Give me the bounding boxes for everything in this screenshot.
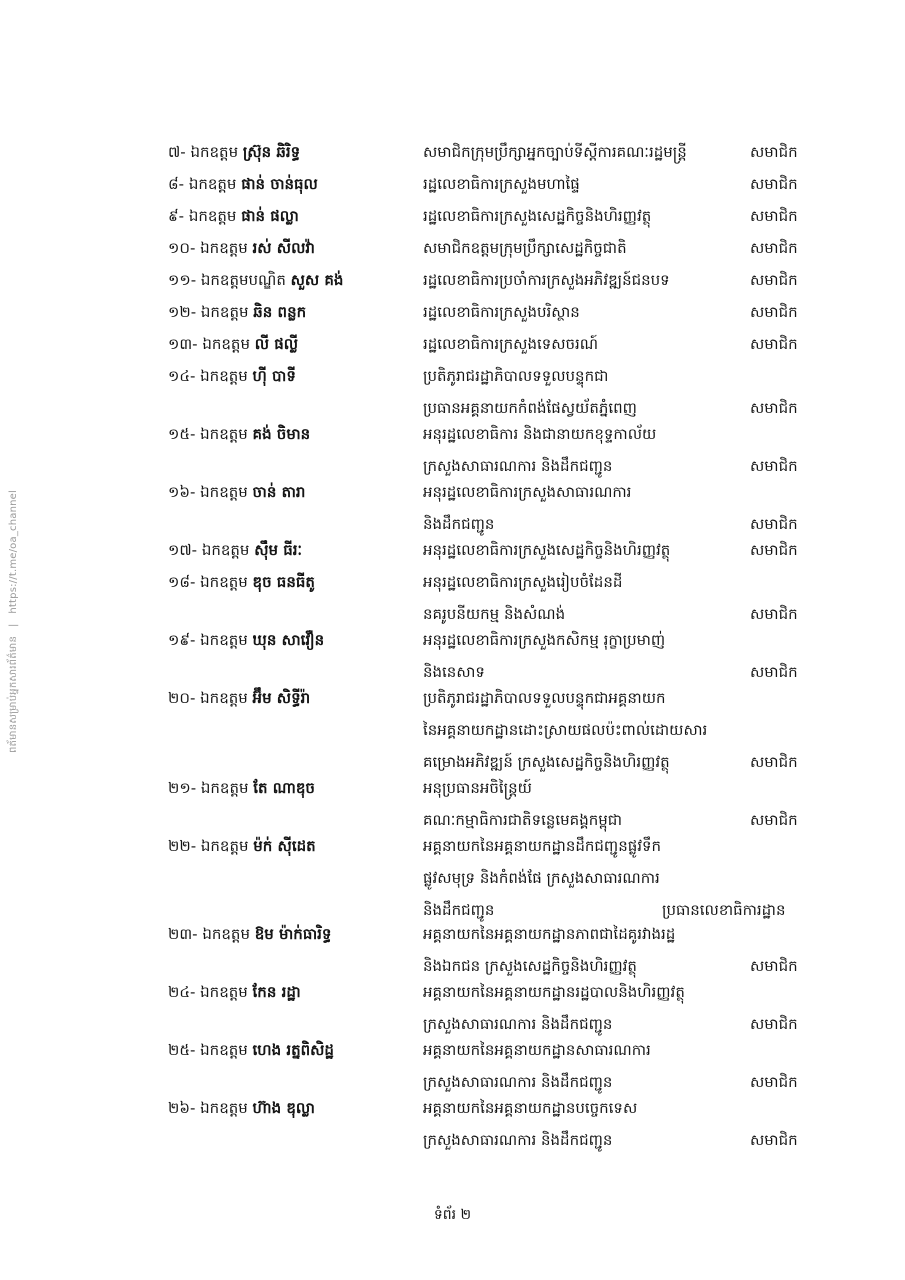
member-number: ១៧-: [168, 541, 198, 559]
member-position: [423, 566, 753, 630]
member-position: [423, 918, 753, 982]
member-position-line: សមាជិកឧត្តមក្រុមប្រឹក្សាសេដ្ឋកិច្ចជាតិ: [423, 239, 627, 257]
member-position-line: និងដឹកជញ្ជូន: [423, 515, 495, 533]
member-name: [168, 566, 418, 598]
member-position: [423, 1034, 753, 1098]
member-person: ផាន់ ផល្លា: [241, 207, 299, 225]
member-person: ម៉ក់ ស៊ីដេត: [253, 837, 316, 855]
member-position-line: អគ្គនាយកនៃអគ្គនាយកដ្ឋានភាពជាដៃគូរវាងរដ្ឋ: [423, 925, 676, 943]
member-rank: ឯកឧត្តម: [195, 425, 253, 443]
member-number: ២២-: [168, 837, 197, 855]
member-role: សមាជិក: [750, 399, 798, 417]
member-person: ឌុច ធនធីតូ: [252, 573, 315, 591]
member-name: [168, 200, 418, 232]
member-role: សមាជិក: [750, 753, 798, 771]
member-rank: ឯកឧត្តម: [195, 483, 253, 501]
member-number: ១៣-: [168, 335, 198, 353]
member-person: រស់ សីលវ៉ា: [252, 239, 315, 257]
member-role: សមាជិក: [750, 663, 798, 681]
member-position: [423, 418, 753, 482]
member-position-line: អនុរដ្ឋលេខាធិការក្រសួងសេដ្ឋកិច្ចនិងហិរញ្ញវត្ថុ: [423, 541, 671, 559]
member-rank: ឯកឧត្តម: [195, 1041, 253, 1059]
member-name: [168, 976, 418, 1008]
member-person: គង់ ចិមាន: [252, 425, 311, 443]
member-name: [168, 418, 418, 450]
member-position-line: សមាជិកក្រុមប្រឹក្សាអ្នកច្បាប់ទីស្ដីការគណៈរដ្ឋមន្ត្រី: [423, 143, 687, 161]
member-position: [423, 296, 753, 328]
member-number: ២០-: [168, 689, 196, 707]
member-position-line: ក្រសួងសាធារណការ និងដឹកជញ្ជូន: [423, 1015, 613, 1033]
member-number: ១៨-: [168, 573, 196, 591]
member-person: កែន រដ្ឋា: [252, 983, 301, 1001]
member-rank: ឯកឧត្តម: [195, 367, 253, 385]
member-position: [423, 476, 753, 540]
member-number: ១៩-: [168, 631, 196, 649]
member-rank: ឯកឧត្តម: [185, 143, 243, 161]
member-name: [168, 476, 418, 508]
member-position-line: រដ្ឋលេខាធិការក្រសួងមហាផ្ទៃ: [423, 175, 580, 193]
member-rank: ឯកឧត្តម: [197, 925, 255, 943]
member-rank: ឯកឧត្តម: [197, 335, 255, 353]
member-role: សមាជិក: [750, 239, 798, 257]
member-position: [423, 328, 753, 360]
member-person: ផាន់ ចាន់ធុល: [241, 175, 318, 193]
member-position-line: ប្រតិភូរាជរដ្ឋាភិបាលទទួលបន្ទុកជាអគ្គនាយក: [423, 689, 666, 707]
member-rank: ឯកឧត្តម: [195, 573, 253, 591]
member-position-line: អនុរដ្ឋលេខាធិការក្រសួងសាធារណការ: [423, 483, 632, 501]
member-number: ១២-: [168, 303, 197, 321]
member-name: [168, 624, 418, 656]
member-role: សមាជិក: [750, 1073, 798, 1091]
member-name: [168, 830, 418, 862]
member-person: អ៊ឹម សិទ្ធីរ៉ា: [252, 689, 311, 707]
member-position-line: ក្រសួងសាធារណការ និងដឹកជញ្ជូន: [423, 1073, 613, 1091]
member-position-line: រដ្ឋលេខាធិការប្រចាំការក្រសួងអភិវឌ្ឍន៍ជនបទ: [423, 271, 670, 289]
member-role: សមាជិក: [750, 957, 798, 975]
member-position-line: និងឯកជន ក្រសួងសេដ្ឋកិច្ចនិងហិរញ្ញវត្ថុ: [423, 957, 637, 975]
member-role: សមាជិក: [750, 1131, 798, 1149]
member-person: ឃុន សាវឿន: [252, 631, 325, 649]
member-position: [423, 168, 753, 200]
member-position-line: រដ្ឋលេខាធិការក្រសួងបរិស្ថាន: [423, 303, 580, 321]
member-name: [168, 534, 418, 566]
member-position-line: ក្រសួងសាធារណការ និងដឹកជញ្ជូន: [423, 457, 613, 475]
member-name: [168, 328, 418, 360]
member-rank: ឯកឧត្តម: [195, 689, 253, 707]
member-position: [423, 200, 753, 232]
member-position-line: និងនេសាទ: [423, 663, 485, 681]
member-person: តែ ណាឌុច: [253, 779, 315, 797]
member-role: សមាជិក: [750, 175, 798, 193]
member-name: [168, 1034, 418, 1066]
member-person: ហ៊ាង ឌុល្លា: [252, 1099, 315, 1117]
member-rank: ឯកឧត្តម: [195, 983, 253, 1001]
member-position: [423, 624, 753, 688]
member-name: [168, 264, 418, 296]
member-name: [168, 772, 418, 804]
member-rank: ឯកឧត្តម: [196, 837, 254, 855]
member-position-line: ប្រតិភូរាជរដ្ឋាភិបាលទទួលបន្ទុកជា: [423, 367, 609, 385]
watermark-separator: |: [8, 623, 19, 627]
member-name: [168, 136, 418, 168]
member-role: សមាជិក: [750, 515, 798, 533]
member-number: ១១-: [168, 271, 197, 289]
member-number: ២៤-: [168, 983, 196, 1001]
member-position: [423, 682, 753, 778]
member-person: ចាន់ តារា: [252, 483, 306, 501]
member-role: សមាជិក: [750, 143, 798, 161]
member-rank: ឯកឧត្តម: [184, 175, 242, 193]
member-number: ៩-: [168, 207, 185, 225]
member-position-line: នៃអគ្គនាយកដ្ឋានដោះស្រាយផលប៉ះពាល់ដោយសារ: [423, 721, 708, 739]
member-position: [423, 534, 753, 566]
member-position-line: អគ្គនាយកនៃអគ្គនាយកដ្ឋានបច្ចេកទេស: [423, 1099, 638, 1117]
watermark-text: ពត័មានសម្រាប់អ្នកសារព័ត៌មាន: [8, 635, 19, 754]
member-position-line: រដ្ឋលេខាធិការក្រសួងទេសចរណ៍: [423, 335, 599, 353]
member-rank: ឯកឧត្តម: [184, 207, 242, 225]
member-position-line: អនុរដ្ឋលេខាធិការ និងជានាយកខុទ្ទកាល័យ: [423, 425, 657, 443]
member-role: សមាជិក: [750, 303, 798, 321]
member-rank: ឯកឧត្តម: [195, 631, 253, 649]
member-position-line: អនុរដ្ឋលេខាធិការក្រសួងកសិកម្ម រុក្ខាប្រមាញ់: [423, 631, 666, 649]
member-number: ៨-: [168, 175, 185, 193]
member-position-line: គម្រោងអភិវឌ្ឍន៍ ក្រសួងសេដ្ឋកិច្ចនិងហិរញ្ញវត្ថុ: [423, 753, 670, 771]
member-person: ហ៊ី បាទី: [252, 367, 296, 385]
member-role: សមាជិក: [750, 457, 798, 475]
member-rank: ឯកឧត្តម: [195, 239, 253, 257]
member-person: ឆិន ពន្លក: [253, 303, 307, 321]
member-number: ១៥-: [168, 425, 196, 443]
member-position-line: គណៈកម្មាធិការជាតិទន្លេមេគង្គកម្ពុជា: [423, 811, 623, 829]
member-position: [423, 976, 753, 1040]
member-role: សមាជិក: [750, 541, 798, 559]
member-position: [423, 360, 753, 424]
member-number: ២១-: [168, 779, 197, 797]
member-role: ប្រធានលេខាធិការដ្ឋាន: [662, 901, 786, 919]
member-person: សួស គង់: [290, 271, 344, 289]
member-role: សមាជិក: [750, 335, 798, 353]
member-position-line: អគ្គនាយកនៃអគ្គនាយកដ្ឋានសាធារណការ: [423, 1041, 651, 1059]
member-name: [168, 918, 418, 950]
member-role: សមាជិក: [750, 1015, 798, 1033]
member-rank: ឯកឧត្តម: [195, 1099, 253, 1117]
member-number: ២៥-: [168, 1041, 196, 1059]
member-rank: ឯកឧត្តម: [196, 303, 254, 321]
member-position-line: ផ្លូវសមុទ្រ និងកំពង់ផែ ក្រសួងសាធារណការ: [423, 869, 660, 887]
member-position-line: និងដឹកជញ្ជូន: [423, 901, 495, 919]
member-position-line: ប្រធានអគ្គនាយកកំពង់ផែស្វយ័តភ្នំពេញ: [423, 399, 637, 417]
member-name: [168, 360, 418, 392]
member-position: [423, 1092, 753, 1156]
member-position: [423, 136, 753, 168]
member-number: ១៤-: [168, 367, 196, 385]
member-person: ស្រ៊ុន ឆិរិទ្ធ: [242, 143, 301, 161]
member-name: [168, 168, 418, 200]
member-person: ហេង រត្នពិសិដ្ឋ: [252, 1041, 334, 1059]
member-position-line: ក្រសួងសាធារណការ និងដឹកជញ្ជូន: [423, 1131, 613, 1149]
member-number: ១០-: [168, 239, 196, 257]
member-number: ១៦-: [168, 483, 196, 501]
member-number: ៧-: [168, 143, 186, 161]
member-role: សមាជិក: [750, 811, 798, 829]
member-position-line: អគ្គនាយកនៃអគ្គនាយកដ្ឋានរដ្ឋបាលនិងហិរញ្ញវត្ថុ: [423, 983, 685, 1001]
member-person: លី ផល្លី: [254, 335, 299, 353]
page-number: ទំព័រ ២: [433, 1207, 472, 1223]
member-rank: ឯកឧត្តម: [197, 541, 255, 559]
member-name: [168, 232, 418, 264]
member-name: [168, 682, 418, 714]
member-person: ឱម ម៉ាក់ធារិទ្ធ: [254, 925, 332, 943]
member-role: សមាជិក: [750, 605, 798, 623]
member-position-line: អនុរដ្ឋលេខាធិការក្រសួងរៀបចំដែនដី: [423, 573, 623, 591]
member-rank: ឯកឧត្តមបណ្ឌិត: [196, 271, 291, 289]
member-position-line: អគ្គនាយកនៃអគ្គនាយកដ្ឋានដឹកជញ្ជូនផ្លូវទឹក: [423, 837, 662, 855]
member-position: [423, 264, 753, 296]
member-role: សមាជិក: [750, 207, 798, 225]
member-position-line: អនុប្រធានអចិន្ត្រៃយ៍: [423, 779, 532, 797]
member-number: ២៦-: [168, 1099, 196, 1117]
member-rank: ឯកឧត្តម: [196, 779, 254, 797]
member-position-line: រដ្ឋលេខាធិការក្រសួងសេដ្ឋកិច្ចនិងហិរញ្ញវត្ថុ: [423, 207, 652, 225]
member-role: សមាជិក: [750, 271, 798, 289]
member-name: [168, 296, 418, 328]
member-person: ស៊ឹម ធីរៈ: [254, 541, 303, 559]
watermark-link[interactable]: https://t.me/oa_channel: [8, 490, 19, 614]
member-number: ២៣-: [168, 925, 198, 943]
member-position: [423, 772, 753, 836]
member-position-line: នគរូបនីយកម្ម និងសំណង់: [423, 605, 566, 623]
member-position: [423, 232, 753, 264]
member-name: [168, 1092, 418, 1124]
